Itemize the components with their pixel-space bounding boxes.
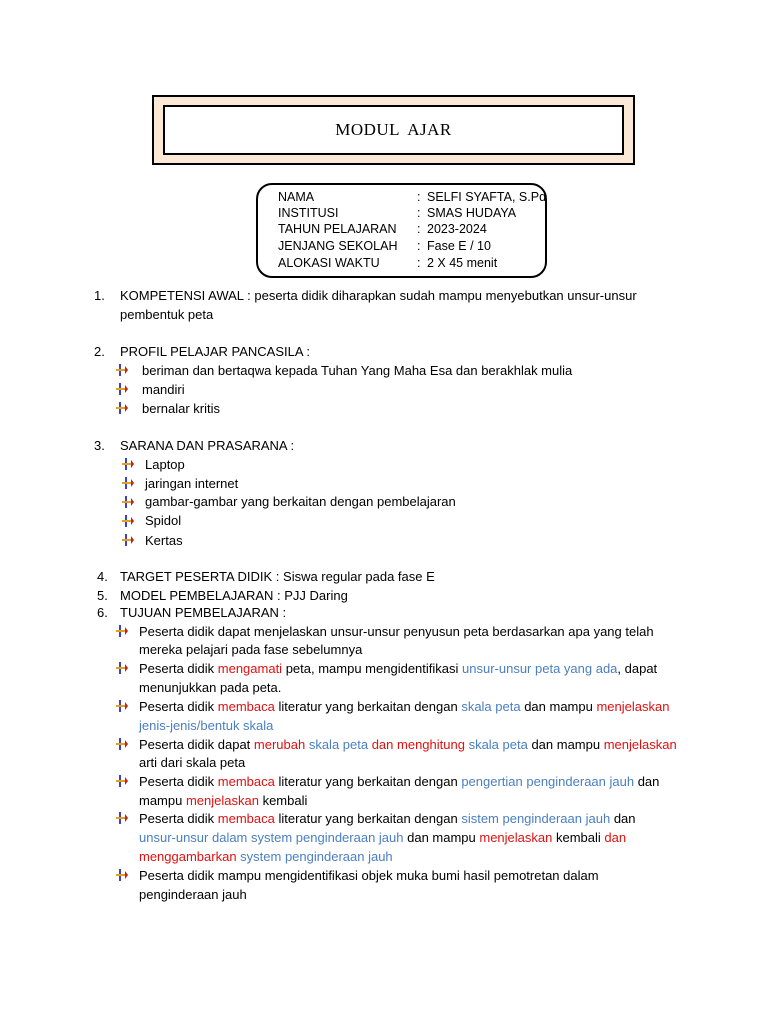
- profil-heading: PROFIL PELAJAR PANCASILA :: [120, 344, 311, 359]
- section-number: 4.: [97, 569, 108, 584]
- sarana-heading: SARANA DAN PRASARANA :: [120, 438, 295, 453]
- arrow-bullet-icon: [122, 515, 134, 527]
- tujuan-item: Peserta didik mampu mengidentifikasi objek muka bumi hasil pemotretan dalam: [139, 868, 599, 883]
- tujuan-item: Peserta didik membaca literatur yang berkaitan dengan sistem penginderaan jauh dan: [139, 811, 636, 826]
- tujuan-item-cont: jenis-jenis/bentuk skala: [139, 718, 274, 733]
- tujuan-item-cont: menunjukkan pada peta.: [139, 680, 282, 695]
- profil-item: bernalar kritis: [142, 401, 221, 416]
- tujuan-item: Peserta didik dapat menjelaskan unsur-unsur penyusun peta berdasarkan apa yang telah: [139, 624, 654, 639]
- sarana-item: Laptop: [145, 457, 185, 472]
- document-title: MODUL AJAR: [335, 120, 452, 139]
- arrow-bullet-icon: [116, 625, 128, 637]
- target-peserta: TARGET PESERTA DIDIK : Siswa regular pada fase E: [120, 569, 435, 584]
- tujuan-heading: TUJUAN PEMBELAJARAN :: [120, 605, 287, 620]
- sarana-item: Spidol: [145, 513, 182, 528]
- arrow-bullet-icon: [122, 534, 134, 546]
- title-box: [152, 95, 635, 165]
- arrow-bullet-icon: [116, 364, 128, 376]
- tujuan-item: Peserta didik membaca literatur yang berkaitan dengan skala peta dan mampu menjelaskan: [139, 699, 670, 714]
- sarana-item: gambar-gambar yang berkaitan dengan pembelajaran: [145, 494, 456, 509]
- tujuan-item-cont: mampu menjelaskan kembali: [139, 793, 308, 808]
- arrow-bullet-icon: [116, 738, 128, 750]
- tujuan-item: Peserta didik mengamati peta, mampu mengidentifikasi unsur-unsur peta yang ada, dapat: [139, 661, 658, 676]
- arrow-bullet-icon: [116, 812, 128, 824]
- profil-item: mandiri: [142, 382, 185, 397]
- section-number: 2.: [94, 344, 105, 359]
- section-number: 3.: [94, 438, 105, 453]
- model-pembelajaran: MODEL PEMBELAJARAN : PJJ Daring: [120, 588, 348, 603]
- section-number: 1.: [94, 288, 105, 303]
- tujuan-item-cont: mereka pelajari pada fase sebelumnya: [139, 642, 363, 657]
- tujuan-item-cont: arti dari skala peta: [139, 755, 246, 770]
- tujuan-item: Peserta didik membaca literatur yang berkaitan dengan pengertian penginderaan jauh dan: [139, 774, 660, 789]
- section-number: 5.: [97, 588, 108, 603]
- arrow-bullet-icon: [116, 700, 128, 712]
- arrow-bullet-icon: [116, 402, 128, 414]
- arrow-bullet-icon: [116, 775, 128, 787]
- sarana-item: Kertas: [145, 533, 183, 548]
- tujuan-item-cont: penginderaan jauh: [139, 887, 247, 902]
- arrow-bullet-icon: [122, 477, 134, 489]
- kompetensi-awal-line1: KOMPETENSI AWAL : peserta didik diharapkan sudah mampu menyebutkan unsur-unsur: [120, 288, 637, 303]
- sarana-item: jaringan internet: [145, 476, 239, 491]
- tujuan-item-cont: unsur-unsur dalam system penginderaan jauh dan mampu menjelaskan kembali dan: [139, 830, 627, 845]
- tujuan-item-cont: menggambarkan system penginderaan jauh: [139, 849, 393, 864]
- arrow-bullet-icon: [122, 496, 134, 508]
- title-inner-box: [163, 105, 624, 155]
- tujuan-item: Peserta didik dapat merubah skala peta dan menghitung skala peta dan mampu menjelaskan: [139, 737, 677, 752]
- arrow-bullet-icon: [116, 662, 128, 674]
- arrow-bullet-icon: [122, 458, 134, 470]
- profil-item: beriman dan bertaqwa kepada Tuhan Yang Maha Esa dan berakhlak mulia: [142, 363, 573, 378]
- kompetensi-awal-line2: pembentuk peta: [120, 307, 214, 322]
- arrow-bullet-icon: [116, 869, 128, 881]
- section-number: 6.: [97, 605, 108, 620]
- arrow-bullet-icon: [116, 383, 128, 395]
